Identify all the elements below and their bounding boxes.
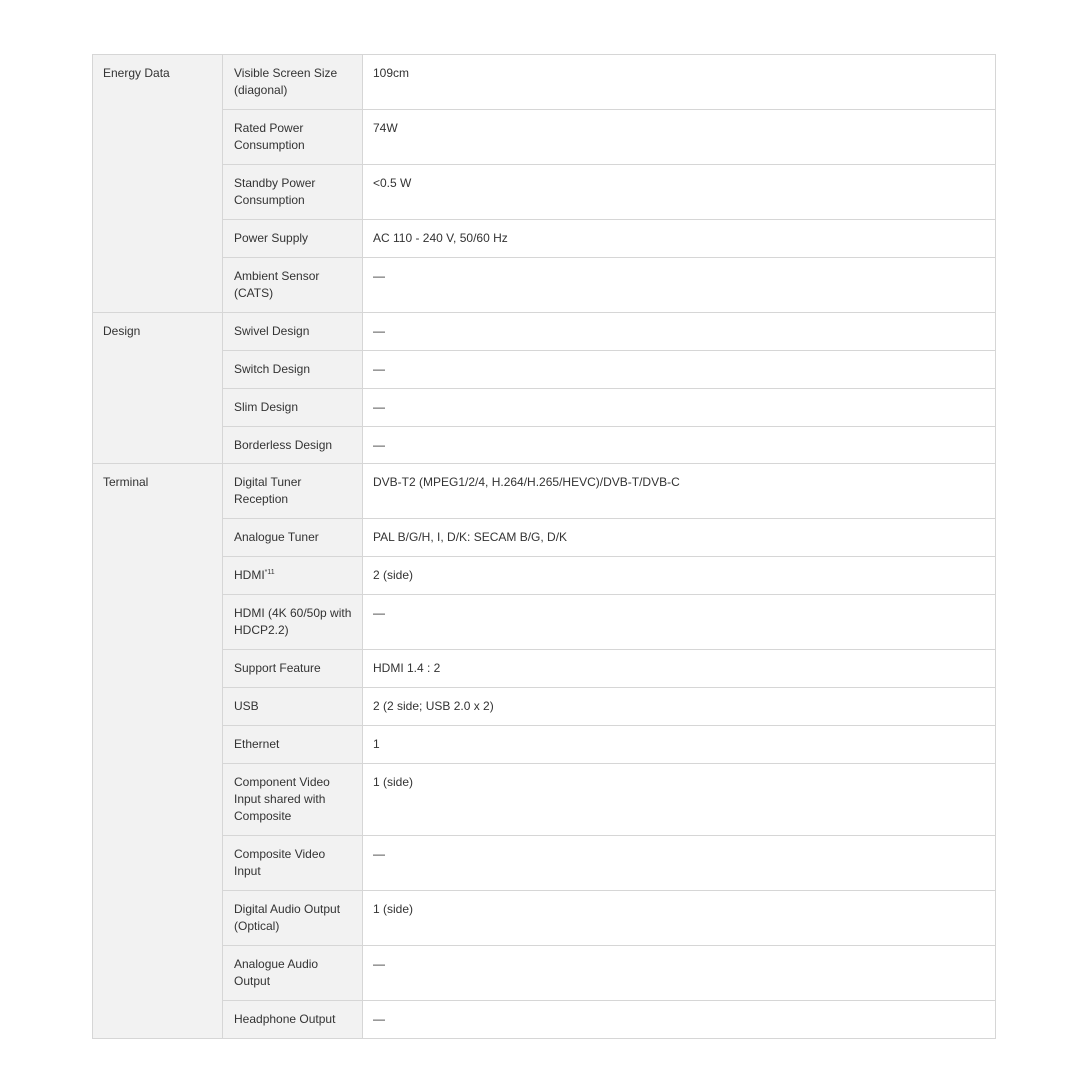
spec-row [93, 650, 996, 688]
spec-table-container [92, 54, 995, 1039]
spec-label: Digital Tuner Reception [234, 475, 302, 506]
spec-value-cell [363, 519, 996, 557]
spec-value-cell [363, 836, 996, 891]
spec-label: HDMI (4K 60/50p with HDCP2.2) [234, 606, 352, 637]
spec-value: AC 110 - 240 V, 50/60 Hz [373, 231, 508, 245]
spec-value: <0.5 W [373, 176, 412, 190]
spec-label-cell [223, 165, 363, 220]
spec-row [93, 351, 996, 389]
spec-label: Support Feature [234, 661, 321, 675]
spec-value-cell [363, 110, 996, 165]
spec-value-cell [363, 946, 996, 1001]
spec-label-cell [223, 427, 363, 464]
spec-label-cell [223, 946, 363, 1001]
spec-value: — [373, 847, 385, 861]
spec-value: — [373, 269, 385, 283]
spec-label-cell [223, 313, 363, 351]
spec-value: 1 (side) [373, 902, 414, 916]
spec-row [93, 165, 996, 220]
section-cell [93, 55, 223, 313]
spec-row [93, 1001, 996, 1039]
spec-value-cell [363, 688, 996, 726]
section-title: Terminal [103, 475, 149, 489]
spec-row [93, 764, 996, 836]
spec-value-cell [363, 726, 996, 764]
spec-row [93, 220, 996, 258]
spec-label-cell [223, 258, 363, 313]
spec-row [93, 557, 996, 595]
spec-label: Analogue Audio Output [234, 957, 319, 988]
spec-row [93, 258, 996, 313]
spec-value-cell [363, 464, 996, 519]
spec-value-cell [363, 389, 996, 427]
spec-value-cell [363, 427, 996, 464]
spec-value: 1 [373, 737, 380, 751]
spec-value-cell [363, 165, 996, 220]
spec-label: Component Video Input shared with Composite [234, 775, 330, 823]
spec-label-cell [223, 1001, 363, 1039]
spec-row [93, 688, 996, 726]
spec-label-cell [223, 55, 363, 110]
spec-row [93, 946, 996, 1001]
spec-label-cell [223, 836, 363, 891]
spec-value: 2 (side) [373, 568, 414, 582]
spec-row [93, 464, 996, 519]
spec-label-cell [223, 519, 363, 557]
spec-table [92, 54, 996, 1039]
spec-label-cell [223, 726, 363, 764]
spec-label: Slim Design [234, 400, 299, 414]
spec-value-cell [363, 650, 996, 688]
spec-label: Power Supply [234, 231, 309, 245]
spec-label: Visible Screen Size (diagonal) [234, 66, 338, 97]
spec-row [93, 836, 996, 891]
spec-value-cell [363, 313, 996, 351]
spec-label-cell [223, 595, 363, 650]
spec-value-cell [363, 220, 996, 258]
spec-value: 74W [373, 121, 398, 135]
spec-label: Digital Audio Output (Optical) [234, 902, 341, 933]
spec-value: — [373, 362, 385, 376]
spec-label-cell [223, 557, 363, 595]
spec-row [93, 519, 996, 557]
section-title: Energy Data [103, 66, 170, 80]
section-cell [93, 464, 223, 1039]
spec-value-cell [363, 764, 996, 836]
spec-label-cell [223, 351, 363, 389]
spec-value-cell [363, 557, 996, 595]
section-cell [93, 313, 223, 464]
spec-label: Headphone Output [234, 1012, 336, 1026]
spec-value: HDMI 1.4 : 2 [373, 661, 441, 675]
spec-row [93, 55, 996, 110]
spec-label-cell [223, 688, 363, 726]
spec-value-cell [363, 55, 996, 110]
spec-value-cell [363, 258, 996, 313]
spec-label: Composite Video Input [234, 847, 326, 878]
spec-value-cell [363, 891, 996, 946]
spec-value: DVB-T2 (MPEG1/2/4, H.264/H.265/HEVC)/DVB-T/DVB-C [373, 475, 680, 489]
spec-value: PAL B/G/H, I, D/K: SECAM B/G, D/K [373, 530, 568, 544]
spec-label: USB [234, 699, 259, 713]
spec-row [93, 110, 996, 165]
spec-label: HDMI [234, 568, 265, 582]
spec-value: — [373, 1012, 385, 1026]
spec-label-cell [223, 650, 363, 688]
spec-row [93, 313, 996, 351]
spec-label: Analogue Tuner [234, 530, 319, 544]
spec-value: — [373, 400, 385, 414]
spec-label: Ambient Sensor (CATS) [234, 269, 320, 300]
spec-row [93, 427, 996, 464]
spec-label: Standby Power Consumption [234, 176, 316, 207]
spec-table-body [93, 55, 996, 1039]
spec-value: — [373, 438, 385, 452]
spec-row [93, 595, 996, 650]
footnote-marker: *11 [264, 569, 275, 576]
spec-value: 109cm [373, 66, 410, 80]
spec-label: Swivel Design [234, 324, 310, 338]
spec-label: Borderless Design [234, 438, 333, 452]
spec-label: Ethernet [234, 737, 280, 751]
spec-label-cell [223, 464, 363, 519]
spec-value: 1 (side) [373, 775, 414, 789]
spec-label-cell [223, 110, 363, 165]
spec-row [93, 389, 996, 427]
spec-label: Rated Power Consumption [234, 121, 305, 152]
spec-value-cell [363, 1001, 996, 1039]
spec-value: — [373, 957, 385, 971]
spec-value: 2 (2 side; USB 2.0 x 2) [373, 699, 494, 713]
section-title: Design [103, 324, 141, 338]
spec-value: — [373, 606, 385, 620]
spec-row [93, 891, 996, 946]
spec-value-cell [363, 595, 996, 650]
spec-value: — [373, 324, 385, 338]
spec-label-cell [223, 389, 363, 427]
spec-label: Switch Design [234, 362, 311, 376]
spec-label-cell [223, 764, 363, 836]
spec-label-cell [223, 220, 363, 258]
spec-value-cell [363, 351, 996, 389]
spec-row [93, 726, 996, 764]
spec-label-cell [223, 891, 363, 946]
